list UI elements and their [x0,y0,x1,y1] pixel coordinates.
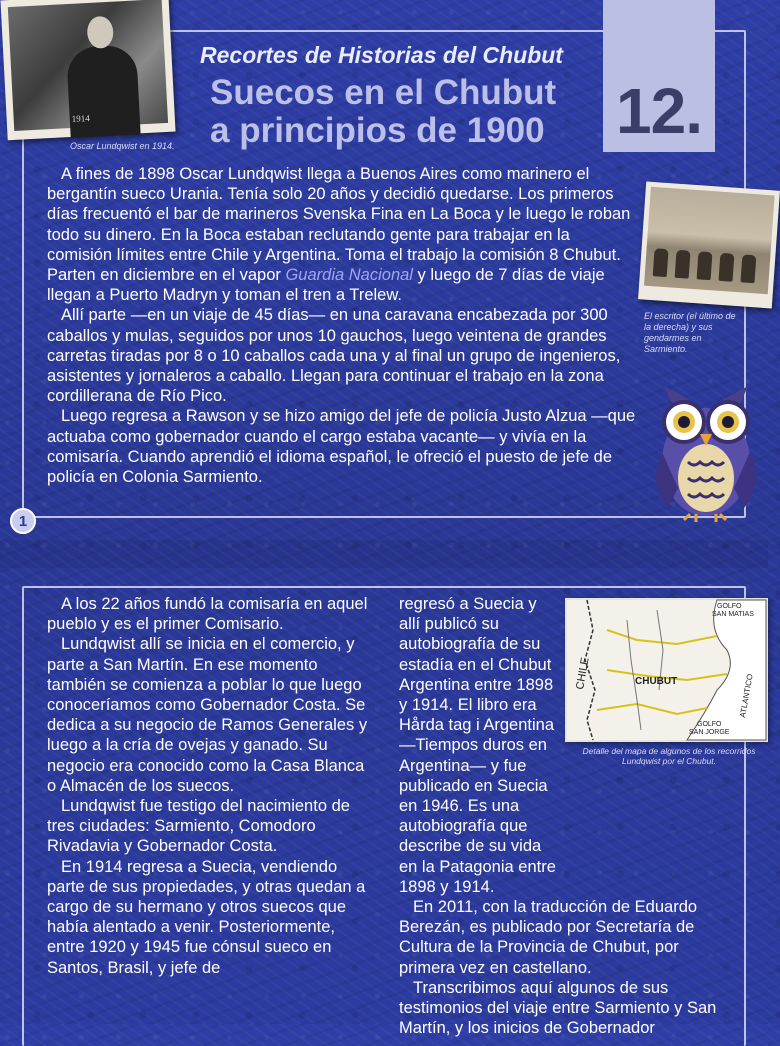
map-caption: Detalle del mapa de algunos de los recorridos Lundqwist por el Chubut. [582,746,756,766]
section-divider-band [0,540,768,568]
map-label-chile: CHILE [574,656,592,691]
col1-paragraph-3: Lundqwist fue testigo del nacimiento de tres ciudades: Sarmiento, Comodoro Rivadavia y Gobernador Costa. [47,797,350,856]
series-title: Recortes de Historias del Chubut [200,42,563,68]
article-number: 12. [616,75,702,147]
article-number-tab [603,0,715,152]
col2-paragraph-2: En 2011, con la traducción de Eduardo Berezán, es publicado por Secretaría de Cultura de la Provincia de Chubut, por primera vez en castellano. [399,898,698,977]
intro-p1-text-end: y luego de 7 días de viaje llegan a Puerto Madryn y toman el tren a Trelew. [47,266,605,305]
owl-illustration [644,382,768,522]
portrait-photo [0,0,175,140]
page-title-line2: a principios de 1900 [210,111,545,150]
page-number-badge: 1 [10,508,36,534]
map-label-atlantico: ATLANTICO [738,673,755,719]
map-label-golfo-1: GOLFO [717,603,742,610]
map-label-san-matias: SAN MATIAS [712,611,754,618]
intro-paragraph-1 [47,164,639,305]
col1-paragraph-1: A los 22 años fundó la comisaría en aquel pueblo y es el primer Comisario. [47,595,368,634]
riders-caption: El escritor (el último de la derecha) y sus gendarmes en Sarmiento. [644,311,736,354]
map-label-chubut: CHUBUT [635,676,678,687]
column-left [47,594,377,978]
ship-name: Guardia Nacional [285,266,413,285]
intro-p1-text: A fines de 1898 Oscar Lundqwist llega a Buenos Aires como marinero el bergantín sueco Urania. Tenía solo 20 años y decidió quedarse. Los primeros días frecuentó el bar de marineros Svenska Fina en La Boca y le luego le roban todo su dinero. En la Boca estaban reclutando gente para trabajar en la comisión límites entre Chile y Argentina. Toma el trabajo la comisión 8 Chubut. Parten en diciembre en el vapor [47,165,631,285]
col2-paragraph-3: Transcribimos aquí algunos de sus testimonios del viaje entre Sarmiento y San Martín, y los inicios de Gobernador [399,978,717,1038]
col2-paragraph-1: regresó a Suecia y allí publicó su autobiografía de su estadía en el Chubut Argentina entre 1898 y 1914. El libro era Hårda tag i Argentina —Tiempos duros en Argentina— y fue publicado en Suecia en 1946. Es una autobiografía que describe de su vida en la Patagonia entre 1898 y 1914. [399,595,556,896]
portrait-photo-year: 1914 [71,112,90,124]
map-label-san-jorge: SAN JORGE [689,729,730,736]
map-label-golfo-2: GOLFO [697,721,722,728]
page-title-line1: Suecos en el Chubut [210,73,557,112]
column-right [399,594,724,1038]
intro-paragraph-2: Allí parte —en un viaje de 45 días— en una caravana encabezada por 300 caballos y mulas, seguidos por unos 10 gauchos, luego veintena de grandes carretas tiradas por 8 o 10 caballos cada una y al final un grupo de ingenieros, asistentes y jornaleros a caballo. Llegan para continuar el trabajo en la zona cordillerana de Río Pico. [47,306,621,406]
intro-paragraph-3: Luego regresa a Rawson y se hizo amigo del jefe de policía Justo Alzua —que actuaba como gobernador cuando el cargo estaba vacante— y vivía en la comisaría. Cuando aprendió el idioma español, le ofreció el puesto de jefe de policía en Colonia Sarmiento. [47,407,636,487]
col1-paragraph-4: En 1914 regresa a Suecia, vendiendo parte de sus propiedades, y otras quedan a cargo de su hermano y otros suecos que había alentado a venir. Posteriormente, entre 1920 y 1945 fue cónsul sueco en Santos, Brasil, y jefe de [47,857,366,977]
riders-photo [638,181,780,308]
col1-paragraph-2: Lundqwist allí se inicia en el comercio, y parte a San Martín. En ese momento también se comienza a poblar lo que luego conoceríamos como Gobernador Costa. Se dedica a su negocio de Ramos Generales y luego a la cría de ovejas y ganado. Su negocio era conocido como la Casa Blanca o Almacén de los suecos. [47,635,368,795]
page-title [210,74,610,150]
intro-text [47,164,639,487]
portrait-caption: Oscar Lundqwist en 1914. [70,141,175,151]
